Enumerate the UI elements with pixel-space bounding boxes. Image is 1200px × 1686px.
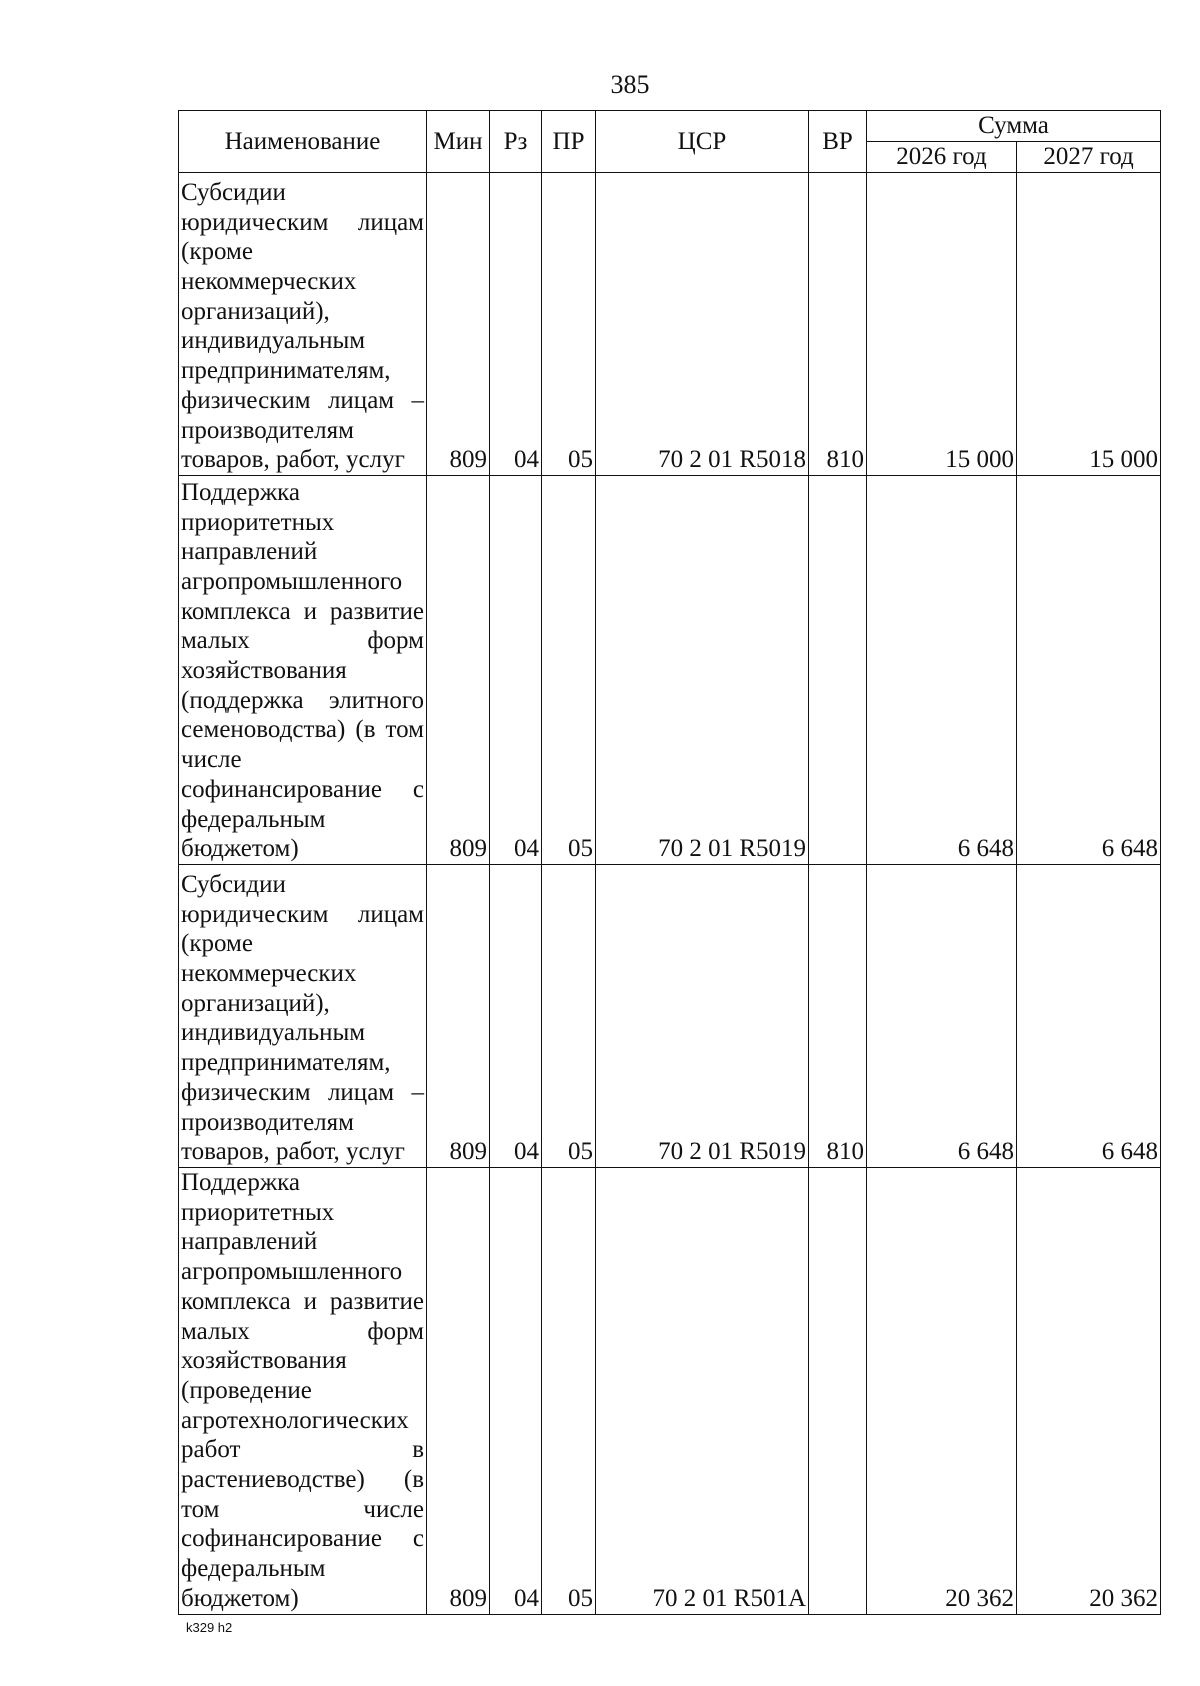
row-sum-2027: 15 000 (1017, 173, 1161, 476)
row-name: Поддержка приоритетных направлений агропромышленного комплекса и развитие малых форм хозяйствования (поддержка элитного семеноводства) (в том числе софинансирование с федеральным бюджетом) (179, 476, 427, 865)
row-min: 809 (427, 865, 490, 1168)
header-pr: ПР (542, 111, 596, 173)
row-sum-2026: 6 648 (867, 476, 1017, 865)
row-pr: 05 (542, 476, 596, 865)
header-year-2027: 2027 год (1017, 142, 1161, 173)
header-min: Мин (427, 111, 490, 173)
row-vr (809, 1168, 867, 1615)
header-sum: Сумма (867, 111, 1161, 142)
row-sum-2027: 20 362 (1017, 1168, 1161, 1615)
page-number: 385 (610, 70, 650, 99)
row-rz: 04 (490, 1168, 542, 1615)
row-sum-2026: 15 000 (867, 173, 1017, 476)
header-vr: ВР (809, 111, 867, 173)
row-vr: 810 (809, 173, 867, 476)
row-name: Субсидии юридическим лицам (кроме некоммерческих организаций), индивидуальным предпринимателям, физическим лицам – производителям товаров, работ, услуг (179, 173, 427, 476)
row-rz: 04 (490, 865, 542, 1168)
header-rz: Рз (490, 111, 542, 173)
row-sum-2026: 20 362 (867, 1168, 1017, 1615)
header-year-2026: 2026 год (867, 142, 1017, 173)
row-rz: 04 (490, 476, 542, 865)
row-pr: 05 (542, 1168, 596, 1615)
row-vr: 810 (809, 865, 867, 1168)
table-row (179, 476, 1161, 865)
row-name: Субсидии юридическим лицам (кроме некоммерческих организаций), индивидуальным предпринимателям, физическим лицам – производителям товаров, работ, услуг (179, 865, 427, 1168)
row-csr: 70 2 01 R5019 (596, 865, 809, 1168)
row-sum-2026: 6 648 (867, 865, 1017, 1168)
table-row (179, 1168, 1161, 1615)
table-row (179, 865, 1161, 1168)
row-min: 809 (427, 1168, 490, 1615)
row-name: Поддержка приоритетных направлений агропромышленного комплекса и развитие малых форм хозяйствования (проведение агротехнологических работ в растениеводстве) (в том числе софинансирование с федеральным бюджетом) (179, 1168, 427, 1615)
row-csr: 70 2 01 R5019 (596, 476, 809, 865)
row-rz: 04 (490, 173, 542, 476)
table-row (179, 173, 1161, 476)
footer-code: k329 h2 (186, 1620, 233, 1635)
row-vr (809, 476, 867, 865)
row-sum-2027: 6 648 (1017, 865, 1161, 1168)
budget-table (178, 110, 1161, 1615)
row-min: 809 (427, 173, 490, 476)
row-min: 809 (427, 476, 490, 865)
header-name: Наименование (179, 111, 427, 173)
row-pr: 05 (542, 865, 596, 1168)
row-csr: 70 2 01 R501A (596, 1168, 809, 1615)
row-sum-2027: 6 648 (1017, 476, 1161, 865)
row-pr: 05 (542, 173, 596, 476)
header-csr: ЦСР (596, 111, 809, 173)
table-header-row (179, 111, 1161, 142)
row-csr: 70 2 01 R5018 (596, 173, 809, 476)
